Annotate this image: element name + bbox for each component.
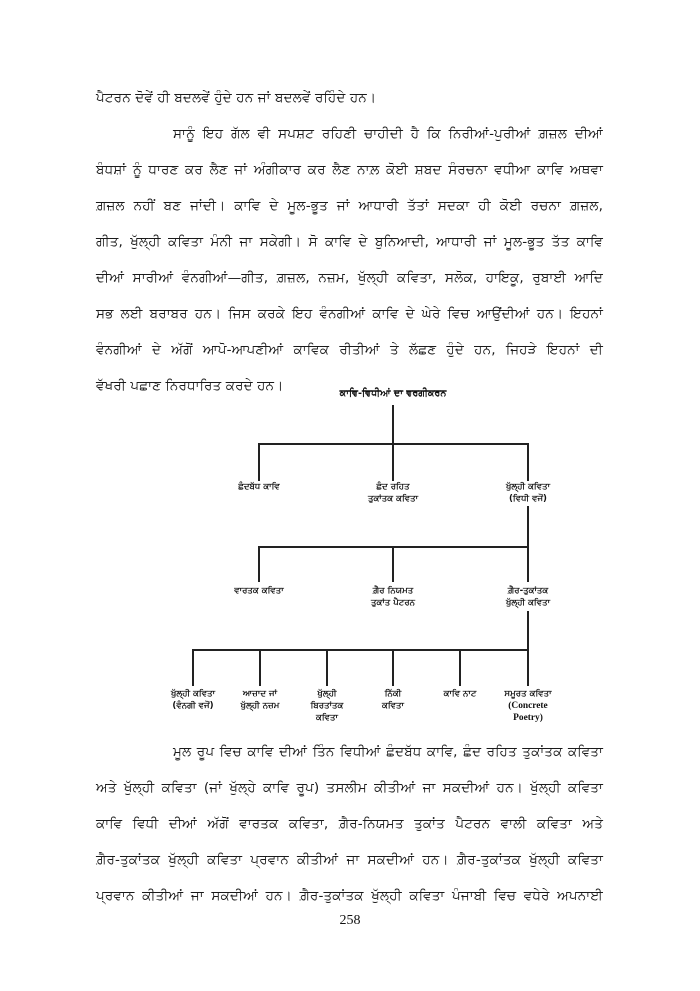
connector-line — [392, 443, 394, 481]
node-label: ਤੁਕਾਂਤਕ ਕਵਿਤਾ — [367, 494, 419, 504]
connector-line — [527, 506, 529, 548]
node-label: ਤੁਕਾਂਤ ਪੈਟਰਨ — [370, 598, 416, 608]
node-label: ਛੰਦਬੱਧ ਕਾਵਿ — [238, 482, 280, 492]
node-label: ਬਿਰਤਾਂਤਕ — [310, 701, 344, 711]
node-kaav-naat — [444, 688, 477, 700]
node-vartak-kavita — [234, 585, 283, 597]
paragraph-1-line-1: ਪੈਟਰਨ ਦੋਵੇਂ ਹੀ ਬਦਲਵੇਂ ਹੁੰਦੇ ਹਨ ਜਾਂ ਬਦਲਵੇਂ ਰਹਿੰਦੇ ਹਨ। — [96, 90, 377, 106]
node-khulli-kavita-vannagi — [171, 688, 215, 712]
connector-line — [392, 405, 394, 445]
paragraph-3-line-4: ਗ਼ੈਰ-ਤੁਕਾਂਤਕ ਖੁੱਲ੍ਹੀ ਕਵਿਤਾ ਪ੍ਰਵਾਨ ਕੀਤੀਆਂ ਜਾ ਸਕਦੀਆਂ ਹਨ। ਗ਼ੈਰ-ਤੁਕਾਂਤਕ ਖੁੱਲ੍ਹੀ ਕਵਿਤਾ — [96, 852, 603, 868]
node-label: ਛੰਦ ਰਹਿਤ — [376, 482, 410, 492]
diagram-title: ਕਾਵਿ-ਵਿਧੀਆਂ ਦਾ ਵਰਗੀਕਰਨ — [339, 388, 447, 399]
node-label-latin: Poetry) — [513, 713, 543, 723]
node-label: ਕਵਿਤਾ — [316, 713, 338, 723]
paragraph-2-line-4: ਗੀਤ, ਖੁੱਲ੍ਹੀ ਕਵਿਤਾ ਮੰਨੀ ਜਾ ਸਕੇਗੀ। ਸੋ ਕਾਵਿ ਦੇ ਬੁਨਿਆਦੀ, ਆਧਾਰੀ ਜਾਂ ਮੂਲ-ਭੂਤ ਤੱਤ ਕਾਵਿ — [96, 234, 603, 250]
node-label: ਖੁੱਲ੍ਹੀ ਕਵਿਤਾ — [505, 598, 551, 608]
node-label: ਸਮੂਰਤ ਕਵਿਤਾ — [504, 689, 552, 699]
connector-line — [326, 649, 328, 686]
connector-line — [527, 546, 529, 582]
connector-line — [459, 649, 461, 686]
node-label: ਗ਼ੈਰ ਨਿਯਮਤ — [372, 586, 414, 596]
node-gair-tukantak-khulli-kavita — [506, 585, 550, 609]
node-label: ਗ਼ੈਰ-ਤੁਕਾਂਤਕ — [507, 586, 549, 596]
connector-line — [392, 649, 394, 686]
paragraph-2-line-3: ਗ਼ਜ਼ਲ ਨਹੀਂ ਬਣ ਜਾਂਦੀ। ਕਾਵਿ ਦੇ ਮੂਲ-ਭੂਤ ਜਾਂ ਆਧਾਰੀ ਤੱਤਾਂ ਸਦਕਾ ਹੀ ਕੋਈ ਰਚਨਾ ਗ਼ਜ਼ਲ, — [96, 198, 603, 214]
node-label: ਕਾਵਿ ਨਾਟ — [443, 689, 477, 699]
node-label: (ਵੰਨਗੀ ਵਜੋਂ) — [172, 701, 214, 711]
node-label: ਖੁੱਲ੍ਹੀ ਕਵਿਤਾ — [505, 482, 551, 492]
node-azad-khulli-nazam — [241, 688, 280, 712]
paragraph-2-line-2: ਬੰਧਸ਼ਾਂ ਨੂੰ ਧਾਰਣ ਕਰ ਲੈਣ ਜਾਂ ਅੰਗੀਕਾਰ ਕਰ ਲੈਣ ਨਾਲ਼ ਕੋਈ ਸ਼ਬਦ ਸੰਰਚਨਾ ਵਧੀਆ ਕਾਵਿ ਅਥਵਾ — [96, 162, 603, 178]
connector-line — [258, 546, 260, 582]
node-label: ਖੁੱਲ੍ਹੀ ਕਵਿਤਾ — [170, 689, 216, 699]
node-label: ਵਾਰਤਕ ਕਵਿਤਾ — [234, 586, 284, 596]
node-nikki-kavita — [382, 688, 404, 712]
paragraph-2-line-7: ਵੰਨਗੀਆਂ ਦੇ ਅੱਗੋਂ ਆਪੋ-ਆਪਣੀਆਂ ਕਾਵਿਕ ਰੀਤੀਆਂ ਤੇ ਲੱਛਣ ਹੁੰਦੇ ਹਨ, ਜਿਹੜੇ ਇਹਨਾਂ ਦੀ — [96, 342, 603, 358]
node-label: ਨਿੱਕੀ — [384, 689, 402, 699]
connector-line — [527, 611, 529, 651]
node-chhandbaddh-kaav — [238, 481, 280, 493]
paragraph-3-line-2: ਅਤੇ ਖੁੱਲ੍ਹੀ ਕਵਿਤਾ (ਜਾਂ ਖੁੱਲ੍ਹੇ ਕਾਵਿ ਰੂਪ) ਤਸਲੀਮ ਕੀਤੀਆਂ ਜਾ ਸਕਦੀਆਂ ਹਨ। ਖੁੱਲ੍ਹੀ ਕਵਿਤਾ — [96, 780, 603, 796]
connector-line — [259, 649, 261, 686]
paragraph-2-line-8: ਵੱਖਰੀ ਪਛਾਣ ਨਿਰਧਾਰਿਤ ਕਰਦੇ ਹਨ। — [96, 378, 284, 394]
paragraph-3-line-5: ਪ੍ਰਵਾਨ ਕੀਤੀਆਂ ਜਾ ਸਕਦੀਆਂ ਹਨ। ਗ਼ੈਰ-ਤੁਕਾਂਤਕ ਖੁੱਲ੍ਹੀ ਕਵਿਤਾ ਪੰਜਾਬੀ ਵਿਚ ਵਧੇਰੇ ਅਪਨਾਈ — [96, 888, 603, 904]
paragraph-2-line-6: ਸਭ ਲਈ ਬਰਾਬਰ ਹਨ। ਜਿਸ ਕਰਕੇ ਇਹ ਵੰਨਗੀਆਂ ਕਾਵਿ ਦੇ ਘੇਰੇ ਵਿਚ ਆਉਂਦੀਆਂ ਹਨ। ਇਹਨਾਂ — [96, 306, 603, 322]
paragraph-3-line-3: ਕਾਵਿ ਵਿਧੀ ਦੀਆਂ ਅੱਗੋਂ ਵਾਰਤਕ ਕਵਿਤਾ, ਗ਼ੈਰ-ਨਿਯਮਤ ਤੁਕਾਂਤ ਪੈਟਰਨ ਵਾਲੀ ਕਵਿਤਾ ਅਤੇ — [96, 816, 603, 832]
page-number: 258 — [339, 913, 361, 928]
node-chhand-rahit-tukantak-kavita — [368, 481, 418, 505]
connector-line — [527, 649, 529, 686]
node-label: ਖੁੱਲ੍ਹੀ — [317, 689, 337, 699]
connector-line — [192, 649, 529, 651]
connector-line — [192, 649, 194, 686]
node-label: ਖੁੱਲ੍ਹੀ ਨਜ਼ਮ — [240, 701, 280, 711]
paragraph-2-line-5: ਦੀਆਂ ਸਾਰੀਆਂ ਵੰਨਗੀਆਂ—ਗੀਤ, ਗ਼ਜ਼ਲ, ਨਜ਼ਮ, ਖੁੱਲ੍ਹੀ ਕਵਿਤਾ, ਸਲੋਕ, ਹਾਇਕੂ, ਰੁਬਾਈ ਆਦਿ — [96, 270, 603, 286]
connector-line — [392, 546, 394, 582]
node-gair-niyamat-tukant-pattern — [371, 585, 415, 609]
connector-line — [527, 443, 529, 481]
node-label-latin: (Concrete — [508, 701, 548, 711]
connector-line — [258, 443, 260, 481]
node-khulli-kavita-vidhi — [506, 481, 550, 505]
paragraph-3-line-1: ਮੂਲ ਰੂਪ ਵਿਚ ਕਾਵਿ ਦੀਆਂ ਤਿੰਨ ਵਿਧੀਆਂ ਛੰਦਬੱਧ ਕਾਵਿ, ਛੰਦ ਰਹਿਤ ਤੁਕਾਂਤਕ ਕਵਿਤਾ — [173, 744, 603, 760]
node-khulli-birtantak-kavita — [311, 688, 344, 724]
paragraph-2-line-1: ਸਾਨੂੰ ਇਹ ਗੱਲ ਵੀ ਸਪਸ਼ਟ ਰਹਿਣੀ ਚਾਹੀਦੀ ਹੈ ਕਿ ਨਿਰੀਆਂ-ਪੁਰੀਆਂ ਗ਼ਜ਼ਲ ਦੀਆਂ — [173, 126, 603, 142]
node-label: (ਵਿਧੀ ਵਜੋਂ) — [509, 494, 547, 504]
node-samurat-kavita — [504, 688, 551, 724]
node-label: ਆਜ਼ਾਦ ਜਾਂ — [242, 689, 278, 699]
node-label: ਕਵਿਤਾ — [382, 701, 404, 711]
